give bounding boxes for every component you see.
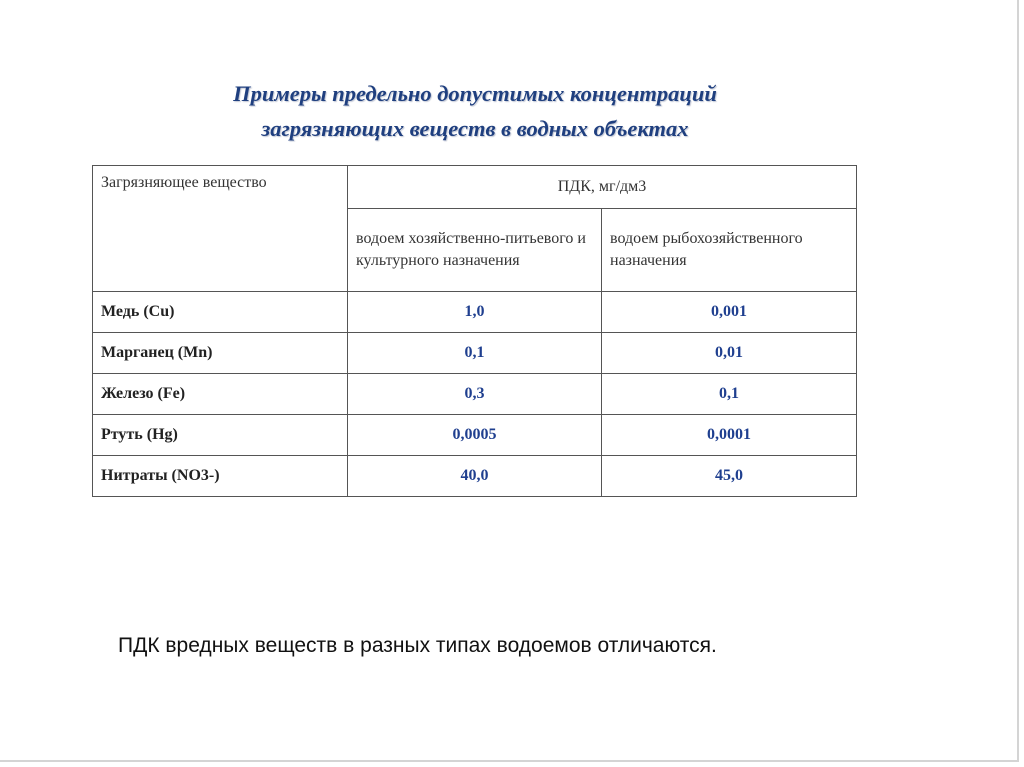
pdk-table xyxy=(92,165,857,497)
substance-name: Железо (Fe) xyxy=(93,374,348,415)
household-value: 0,1 xyxy=(348,333,602,374)
fishery-value: 45,0 xyxy=(602,456,857,497)
table-header-row xyxy=(93,166,857,209)
substance-name: Марганец (Mn) xyxy=(93,333,348,374)
header-fishery-water: водоем рыбохозяйственного назначения xyxy=(602,209,857,292)
table-row xyxy=(93,415,857,456)
header-household-water: водоем хозяйственно-питьевого и культурного назначения xyxy=(348,209,602,292)
title-line-1: Примеры предельно допустимых концентраций xyxy=(233,81,717,106)
table-row xyxy=(93,292,857,333)
header-substance: Загрязняющее вещество xyxy=(93,166,348,292)
slide-title xyxy=(150,76,800,146)
fishery-value: 0,0001 xyxy=(602,415,857,456)
slide-caption: ПДК вредных веществ в разных типах водоемов отличаются. xyxy=(118,634,717,657)
substance-name: Ртуть (Hg) xyxy=(93,415,348,456)
substance-name: Медь (Cu) xyxy=(93,292,348,333)
household-value: 0,0005 xyxy=(348,415,602,456)
table-row xyxy=(93,456,857,497)
substance-name: Нитраты (NO3-) xyxy=(93,456,348,497)
household-value: 0,3 xyxy=(348,374,602,415)
table-row xyxy=(93,333,857,374)
fishery-value: 0,01 xyxy=(602,333,857,374)
title-line-2: загрязняющих веществ в водных объектах xyxy=(261,116,689,141)
table-row xyxy=(93,374,857,415)
household-value: 40,0 xyxy=(348,456,602,497)
fishery-value: 0,1 xyxy=(602,374,857,415)
fishery-value: 0,001 xyxy=(602,292,857,333)
header-pdk: ПДК, мг/дм3 xyxy=(348,166,857,209)
household-value: 1,0 xyxy=(348,292,602,333)
